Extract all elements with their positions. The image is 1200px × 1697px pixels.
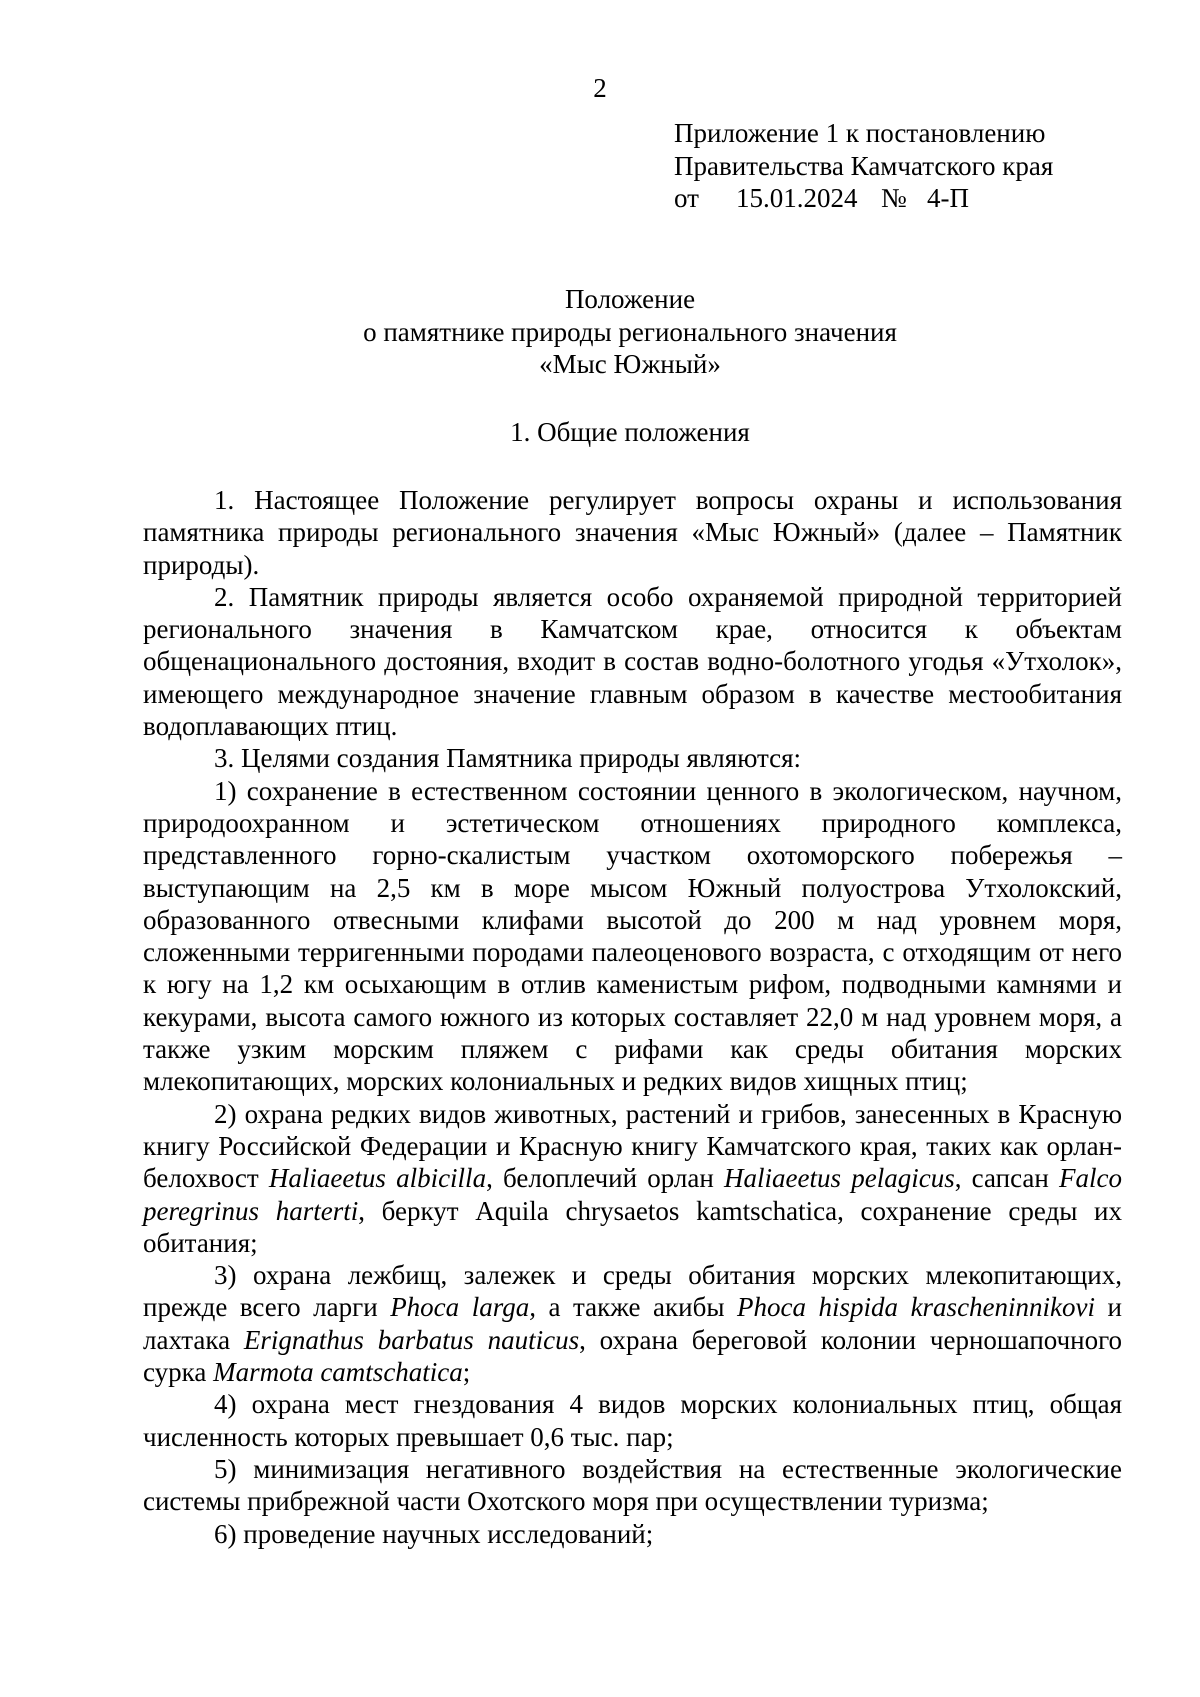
title-line-1: Положение xyxy=(564,284,696,314)
text-run: 3) охрана лежбищ, залежек и среды обитания морских млекопитающих, прежде всего ларги xyxy=(143,1260,1122,1323)
paragraph-goal-1: 1) сохранение в естественном состоянии ценного в экологическом, научном, природоохранном и эстетическом отношениях природного комплекса, представленного горно-скалистым участком охотоморского побережья – выступающим на 2,5 км в море мысом Южный полуострова Утхолокский, образованного отвесными клифами высотой до 200 м над уровнем моря, сложенными терригенными породами палеоценового возраста, с отходящим от него к югу на 1,2 км осыхающим в отлив каменистым рифом, подводными камнями и кекурами, высота самого южного из которых составляет 22,0 м над уровнем моря, а также узким морским пляжем с рифами как среды обитания морских млекопитающих, морских колониальных и редких видов хищных птиц; xyxy=(143,775,1122,1097)
paragraph-goal-4: 4) охрана мест гнездования 4 видов морских колониальных птиц, общая численность которых превышает 0,6 тыс. пар; xyxy=(143,1389,1122,1452)
text-run: и лахтака xyxy=(143,1292,1122,1355)
paragraph-goal-3 xyxy=(143,1259,1122,1388)
text-run: , беркут Aquila chrysaetos kamtschatica, сохранение среды их обитания; xyxy=(143,1195,1122,1258)
text-run: ; xyxy=(462,1357,471,1388)
title-line-2: о памятнике природы регионального значения xyxy=(363,316,897,347)
text-run: а также акибы xyxy=(535,1292,738,1323)
species-name: Erignathus barbatus nauticus xyxy=(243,1324,580,1355)
species-name: Falco peregrinus harterti xyxy=(143,1163,1122,1226)
body-text xyxy=(143,484,1122,1550)
species-name: Haliaeetus pelagicus xyxy=(724,1163,955,1194)
from-label: от xyxy=(674,183,699,213)
species-name: Haliaeetus albicilla xyxy=(268,1163,487,1194)
document-date: 15.01.2024 xyxy=(736,183,858,213)
section-heading: 1. Общие положения xyxy=(510,417,750,447)
text-run: , сапсан xyxy=(954,1163,1060,1194)
paragraph-goal-2 xyxy=(143,1098,1122,1259)
species-name: Marmota camtschatica xyxy=(213,1357,463,1388)
appendix-header xyxy=(674,117,1053,215)
page-number: 2 xyxy=(593,73,607,103)
paragraph-goal-5: 5) минимизация негативного воздействия на естественные экологические системы прибрежной части Охотского моря при осуществлении туризма; xyxy=(143,1453,1122,1517)
appendix-line-2: Правительства Камчатского края xyxy=(674,150,1054,181)
appendix-line-1: Приложение 1 к постановлению xyxy=(674,118,1046,148)
paragraph-2: 2. Памятник природы является особо охраняемой природной территорией регионального значения в Камчатском крае, относится к объектам общенационального достояния, входит в состав водно-болотного угодья «Утхолок», имеющего международное значение главным образом в качестве местообитания водоплавающих птиц. xyxy=(143,581,1122,742)
appendix-date-line xyxy=(674,182,1053,215)
species-name: Phoca hispida krascheninnikovi xyxy=(737,1292,1096,1323)
title-line-3: «Мыс Южный» xyxy=(539,349,721,379)
species-name: Phoca larga, xyxy=(390,1292,536,1323)
paragraph-3: 3. Целями создания Памятника природы являются: xyxy=(214,743,802,774)
text-run: , белоплечий орлан xyxy=(486,1163,725,1194)
text-run: , охрана береговой колонии черношапочного сурка xyxy=(143,1324,1122,1388)
paragraph-1: 1. Настоящее Положение регулирует вопросы охраны и использования памятника природы регионального значения «Мыс Южный» (далее – Памятник природы). xyxy=(143,485,1122,580)
document-title xyxy=(0,283,1200,381)
paragraph-goal-6: 6) проведение научных исследований; xyxy=(214,1518,654,1549)
text-run: 2) охрана редких видов животных, растений и грибов, занесенных в Красную книгу Российской Федерации и Красную книгу Камчатского края, таких как орлан-белохвост xyxy=(143,1098,1122,1194)
number-label: № xyxy=(881,183,907,213)
document-number: 4-П xyxy=(927,183,969,213)
